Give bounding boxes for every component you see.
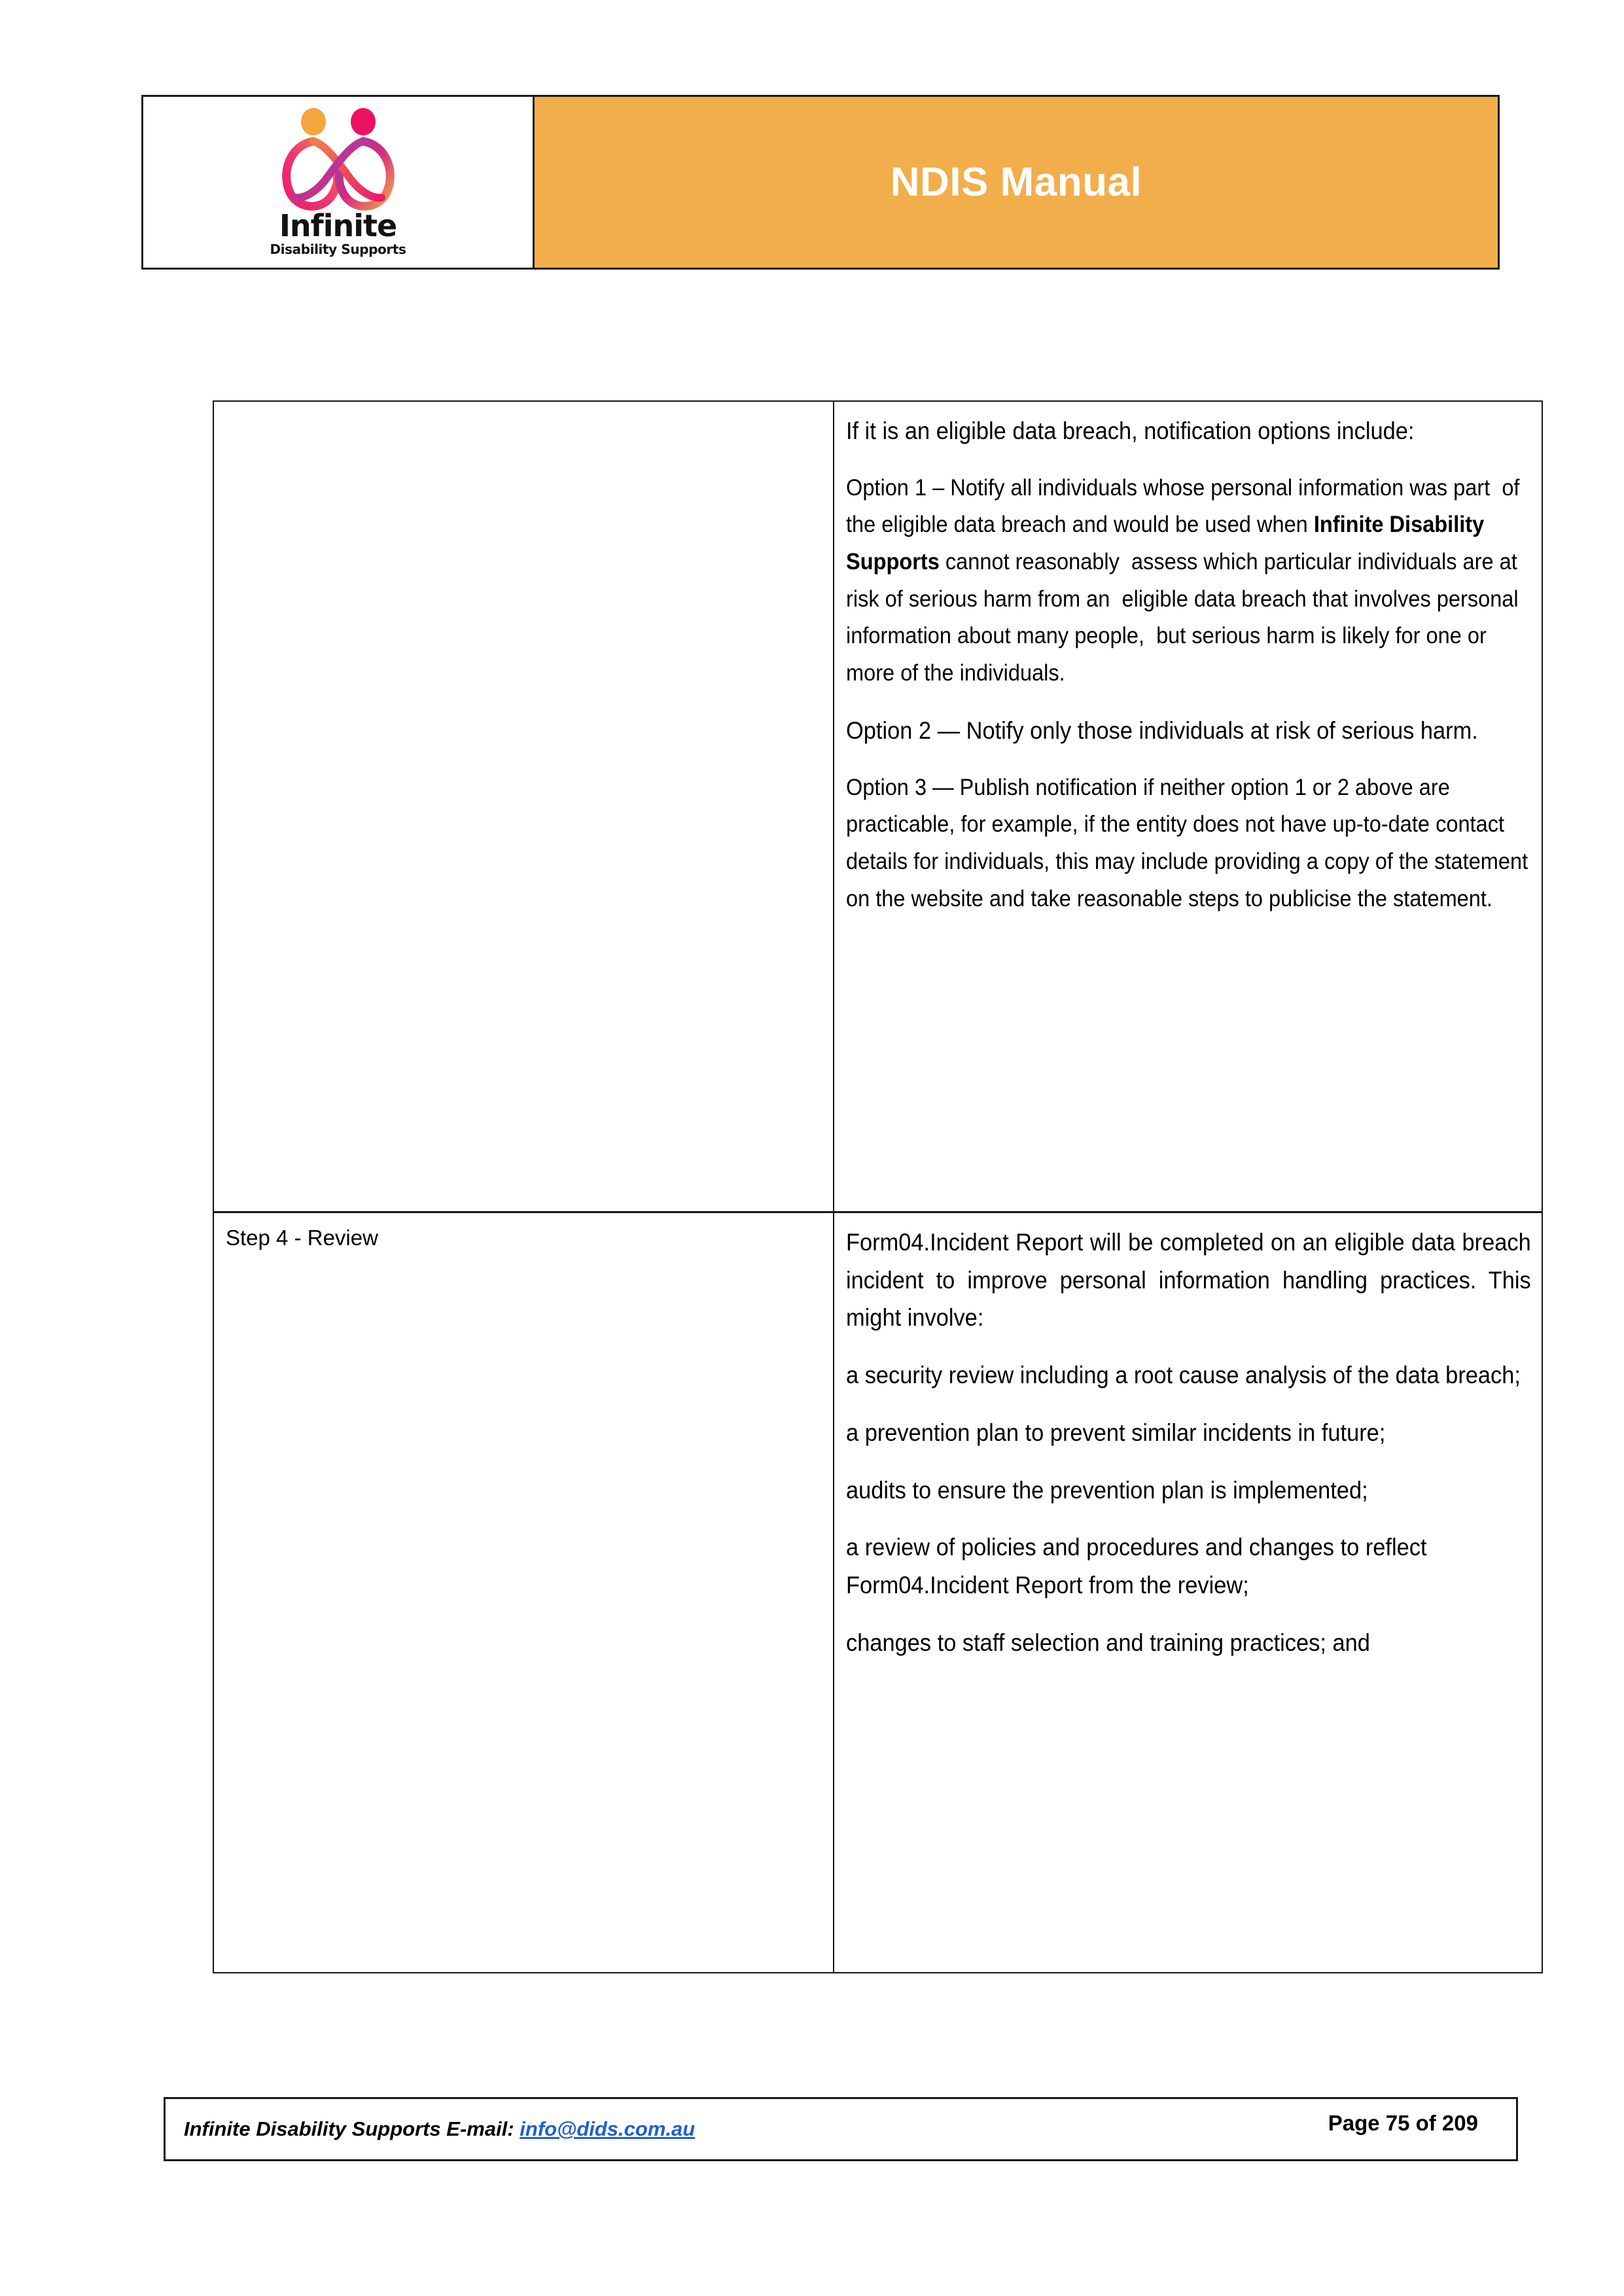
page-footer	[164, 2097, 1518, 2161]
paragraph	[846, 1528, 1531, 1604]
paragraph	[846, 470, 1531, 692]
footer-email-link[interactable]: info@dids.com.au	[520, 2117, 696, 2140]
text-run: Option 3 — Publish notification if neither option 1 or 2 above are practicable, for example, if the entity does not have up-to-date contact details for individuals, this may include providing a copy of the statement on the website and take reasonable steps to publicise the statement.	[846, 774, 1540, 911]
paragraph	[846, 1472, 1531, 1510]
logo-head-right	[351, 108, 376, 135]
footer-org-label: Infinite Disability Supports E-mail:	[184, 2117, 520, 2140]
paragraph	[846, 769, 1540, 918]
procedure-table	[213, 400, 1543, 1973]
footer-org-text	[184, 2117, 695, 2141]
text-run: a review of policies and procedures and changes to reflect Form04.Incident Report from the review;	[846, 1534, 1434, 1599]
company-logo	[263, 107, 414, 257]
table-row	[214, 1211, 1542, 1972]
step-label-cell	[214, 402, 834, 1211]
paragraph	[846, 1624, 1531, 1662]
infinity-people-icon	[273, 107, 404, 213]
emphasis-text: Infinite Disability Supports	[846, 512, 1491, 575]
text-run: changes to staff selection and training practices; and	[846, 1629, 1370, 1656]
text-run: Option 2 — Notify only those individuals at risk of serious harm.	[846, 716, 1478, 744]
paragraph	[846, 1224, 1538, 1337]
paragraph	[846, 412, 1531, 450]
step-label: Step 4 - Review	[226, 1226, 378, 1250]
text-run: audits to ensure the prevention plan is implemented;	[846, 1476, 1368, 1504]
page-number: Page 75 of 209	[1328, 2111, 1478, 2135]
document-header	[141, 95, 1500, 270]
paragraph	[846, 1414, 1531, 1452]
text-run: Option 1 – Notify all individuals whose personal information was part of the eligible data breach and would be used when	[846, 474, 1526, 538]
logo-head-left	[301, 108, 326, 135]
logo-cell	[143, 97, 535, 268]
step-content-cell	[834, 1213, 1542, 1972]
text-run: cannot reasonably assess which particular individuals are at risk of serious harm from an eligible data breach that involves personal information about many people, but serious harm is likely for one or more of the individuals.	[846, 549, 1525, 686]
text-run: a security review including a root cause analysis of the data breach;	[846, 1362, 1521, 1389]
text-run: Form04.Incident Report will be completed on an eligible data breach incident to improve personal information handling practices. This might involve:	[846, 1229, 1538, 1332]
page-title: NDIS Manual	[890, 160, 1142, 205]
header-title-band	[535, 97, 1498, 268]
paragraph	[846, 712, 1531, 750]
logo-tagline: Disability Supports	[270, 241, 406, 257]
logo-wordmark: Infinite	[279, 208, 397, 244]
table-row	[214, 402, 1542, 1211]
text-run: a prevention plan to prevent similar incidents in future;	[846, 1419, 1386, 1446]
paragraph	[846, 1356, 1531, 1394]
step-content-cell	[834, 402, 1542, 1211]
text-run: If it is an eligible data breach, notification options include:	[846, 417, 1415, 444]
step-label-cell	[214, 1213, 834, 1972]
